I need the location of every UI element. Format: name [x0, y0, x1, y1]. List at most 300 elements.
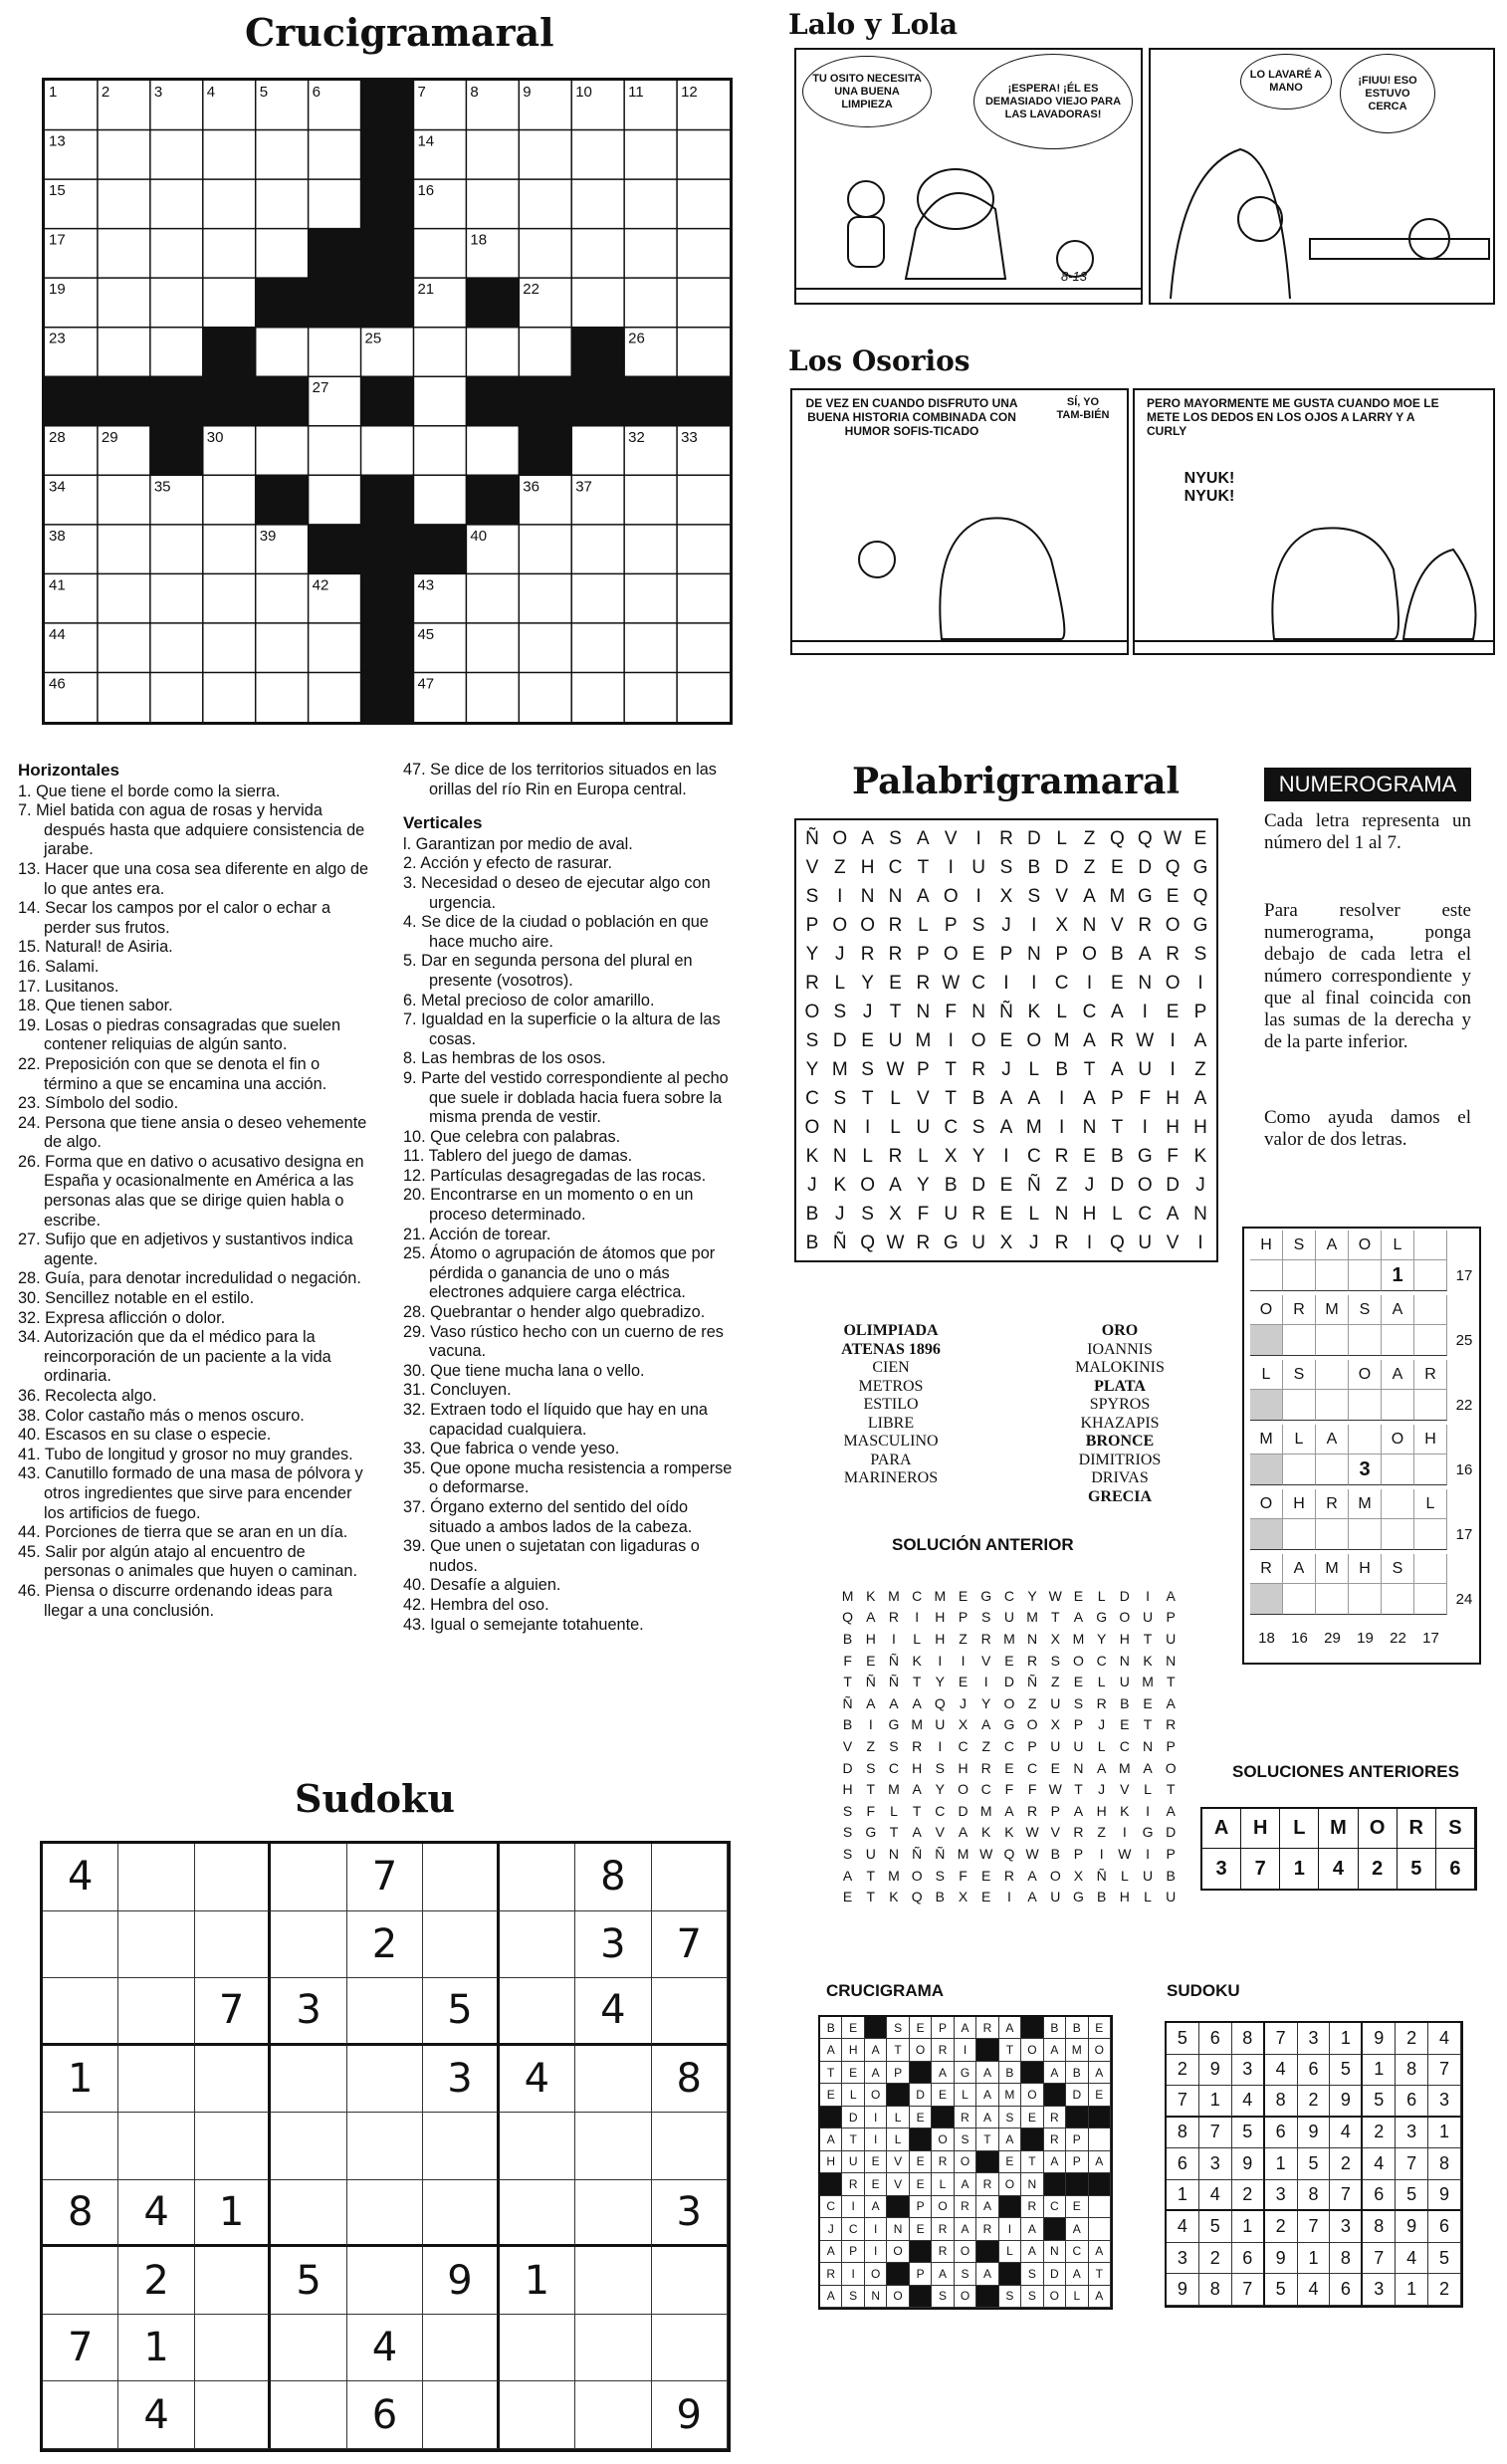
sudoku-cell[interactable]: [347, 2180, 423, 2248]
prev-crossword-black-cell: [1021, 2128, 1043, 2150]
prev-crossword-black-cell: [1089, 2173, 1111, 2195]
wordsearch-letter: Y: [971, 1145, 985, 1167]
sudoku-cell[interactable]: [575, 2046, 651, 2114]
crossword-black-cell: [361, 278, 414, 328]
sudoku-cell[interactable]: [652, 2315, 728, 2382]
wordsearch-letter: N: [888, 885, 903, 907]
wordsearch-letter: T: [889, 1001, 902, 1022]
prev-wordsearch-letter: A: [912, 1694, 922, 1711]
sudoku-cell[interactable]: [347, 2247, 423, 2315]
wordsearch-letter: P: [805, 914, 819, 936]
prev-crossword-letter: R: [932, 2151, 954, 2173]
prev-crossword-letter: D: [1066, 2084, 1088, 2106]
sudoku-cell[interactable]: [195, 2113, 271, 2180]
prev-crossword-letter: A: [1044, 2151, 1066, 2173]
prev-crossword-letter: T: [1089, 2263, 1111, 2285]
numerograma-answer-cell[interactable]: [1382, 1390, 1414, 1421]
sudoku-cell[interactable]: [423, 2315, 499, 2382]
prev-wordsearch-letter: K: [1143, 1652, 1153, 1669]
prev-wordsearch-letter: M: [1003, 1630, 1015, 1647]
prev-crossword-letter: S: [955, 2263, 976, 2285]
wordsearch-letter: P: [917, 1058, 930, 1080]
sudoku-cell[interactable]: [271, 2381, 346, 2449]
numerograma-letter: O: [1349, 1231, 1382, 1260]
numerograma-letter: L: [1414, 1489, 1447, 1519]
numerograma-answer-cell[interactable]: [1316, 1455, 1349, 1485]
sudoku-cell: 5: [271, 2247, 346, 2315]
numerograma-answer-cell[interactable]: [1414, 1260, 1447, 1291]
prev-sudoku-cell: 3: [1330, 2211, 1363, 2243]
clue-item: 43. Canutillo formado de una masa de pólvora y otros ingredientes que sirve para encender los artificios de fuego.: [18, 1464, 363, 1522]
prev-sudoku-cell: 7: [1232, 2274, 1265, 2306]
prev-crossword-letter: E: [910, 2017, 932, 2039]
numerograma-answer-cell[interactable]: [1283, 1584, 1316, 1615]
sudoku-cell[interactable]: [43, 1978, 118, 2046]
crossword-cell-number: 44: [49, 625, 66, 643]
numerograma-answer-cell[interactable]: [1283, 1260, 1316, 1291]
sudoku-cell[interactable]: [271, 2113, 346, 2180]
wordsearch-row: [798, 1200, 1214, 1229]
wordsearch-letter: A: [1166, 1203, 1180, 1225]
prev-wordsearch-letter: Y: [935, 1781, 946, 1798]
lalo-bubble-3: LO LAVARÉ A MANO: [1240, 54, 1332, 110]
sudoku-cell[interactable]: [575, 2315, 651, 2382]
numerograma-answer-cell[interactable]: [1414, 1584, 1447, 1615]
wordsearch-letter: I: [1059, 1087, 1065, 1109]
wordsearch-letter: H: [1082, 1203, 1097, 1225]
sudoku-cell[interactable]: [43, 2247, 118, 2315]
prev-wordsearch-letter: A: [1073, 1802, 1084, 1819]
sudoku-cell[interactable]: [118, 1911, 194, 1979]
numerograma-answer-cell[interactable]: [1316, 1325, 1349, 1356]
wordsearch-letter: V: [944, 827, 958, 849]
prev-wordsearch-letter: I: [938, 1652, 943, 1669]
sudoku-cell[interactable]: [500, 2315, 575, 2382]
sudoku-cell[interactable]: [500, 2180, 575, 2248]
prev-crossword-letter: E: [910, 2107, 932, 2128]
prev-wordsearch-letter: C: [1027, 1759, 1038, 1776]
wordsearch-row: [798, 1055, 1214, 1084]
prev-wordsearch-letter: Q: [1003, 1845, 1015, 1862]
numerograma-answer-cell[interactable]: [1349, 1519, 1382, 1550]
prev-wordsearch-letter: R: [980, 1759, 991, 1776]
sudoku-cell[interactable]: [118, 1844, 194, 1911]
prev-wordsearch-letter: T: [889, 1824, 899, 1841]
wordsearch-letter: O: [943, 885, 959, 907]
numerograma-letter: [1414, 1231, 1447, 1260]
sudoku-cell[interactable]: [575, 2113, 651, 2180]
sudoku-cell[interactable]: [575, 2247, 651, 2315]
prev-wordsearch-letter: X: [1050, 1630, 1060, 1647]
prev-sudoku-cell: 4: [1232, 2086, 1265, 2118]
prev-crossword-letter: A: [1089, 2151, 1111, 2173]
prev-wordsearch-letter: C: [1119, 1737, 1130, 1754]
prev-sudoku-cell: 9: [1363, 2023, 1396, 2055]
numerograma-right-sum: 17: [1455, 1267, 1473, 1284]
prev-crossword-letter: A: [1066, 2218, 1088, 2240]
numerograma-right-sum: 25: [1455, 1332, 1473, 1349]
wordsearch-letter: U: [1138, 1058, 1153, 1080]
numerograma-answer-cell[interactable]: [1349, 1260, 1382, 1291]
prev-crossword-letter: S: [887, 2017, 909, 2039]
sudoku-cell[interactable]: [652, 1978, 728, 2046]
numerograma-answer-cell[interactable]: [1250, 1325, 1283, 1356]
wordsearch-letter: P: [917, 943, 930, 965]
wordsearch-letter: H: [1193, 1116, 1207, 1138]
word-list-item: SPYROS: [1089, 1396, 1151, 1413]
clue-item: 15. Natural! de Asiria.: [18, 938, 173, 957]
prev-wordsearch-letter: S: [1050, 1652, 1060, 1669]
prev-crossword-letter: A: [820, 2039, 842, 2061]
prev-crossword-letter: B: [820, 2017, 842, 2039]
prev-solution-letter: L: [1280, 1809, 1319, 1849]
wordsearch-row: [798, 940, 1214, 969]
prev-crossword-letter: L: [1066, 2286, 1088, 2308]
prev-wordsearch-letter: N: [1073, 1759, 1084, 1776]
wordsearch-letter: W: [886, 1232, 905, 1253]
prev-wordsearch-letter: V: [842, 1737, 853, 1754]
crossword-cell-number: 46: [49, 675, 66, 693]
sudoku-cell[interactable]: [423, 2381, 499, 2449]
prev-wordsearch-letter: L: [913, 1630, 922, 1647]
prev-sudoku-cell: 1: [1396, 2274, 1428, 2306]
numerograma-letter: O: [1382, 1425, 1414, 1455]
wordsearch-letter: I: [1086, 1232, 1093, 1253]
sudoku-cell[interactable]: [195, 2247, 271, 2315]
numerograma-answer-cell[interactable]: [1250, 1519, 1283, 1550]
numerograma-answer-cell[interactable]: [1283, 1390, 1316, 1421]
prev-wordsearch-letter: I: [1099, 1845, 1104, 1862]
sudoku-cell[interactable]: [195, 2315, 271, 2382]
sudoku-cell[interactable]: [271, 1911, 346, 1979]
prev-wordsearch-letter: S: [842, 1824, 853, 1841]
numerograma-letter: O: [1250, 1489, 1283, 1519]
numerograma-answer-cell[interactable]: [1250, 1455, 1283, 1485]
prev-wordsearch-letter: T: [912, 1674, 922, 1690]
wordsearch-grid: [794, 818, 1218, 1262]
crossword-black-cell: [203, 376, 256, 426]
prev-wordsearch-letter: O: [958, 1781, 969, 1798]
wordsearch-letter: I: [837, 885, 843, 907]
prev-crossword-letter: A: [955, 2017, 976, 2039]
prev-wordsearch-letter: E: [958, 1674, 969, 1690]
prev-wordsearch-letter: W: [1118, 1845, 1132, 1862]
osorios-bubble-3: PERO MAYORMENTE ME GUSTA CUANDO MOE LE METE LOS DEDOS EN LOS OJOS A LARRY Y A CURLY: [1147, 396, 1439, 438]
prev-crossword-letter: T: [999, 2039, 1021, 2061]
wordsearch-letter: S: [889, 827, 902, 849]
sudoku-cell[interactable]: [575, 2180, 651, 2248]
sudoku-cell[interactable]: [195, 2381, 271, 2449]
wordsearch-letter: D: [1026, 827, 1041, 849]
prev-crossword-letter: A: [955, 2218, 976, 2240]
wordsearch-letter: Q: [860, 1232, 876, 1253]
clue-item: 16. Salami.: [18, 957, 100, 976]
sudoku-cell[interactable]: [118, 2113, 194, 2180]
prev-sudoku-cell: 9: [1232, 2148, 1265, 2180]
sudoku-cell[interactable]: [43, 1911, 118, 1979]
wordsearch-letter: Y: [805, 943, 819, 965]
sudoku-cell[interactable]: [347, 2113, 423, 2180]
sudoku-cell[interactable]: [652, 2247, 728, 2315]
sudoku-cell[interactable]: [271, 2315, 346, 2382]
sudoku-cell[interactable]: [195, 1911, 271, 1979]
crossword-cell-number: 38: [49, 527, 66, 545]
prev-wordsearch-letter: M: [1072, 1630, 1085, 1647]
prev-wordsearch-letter: F: [1027, 1781, 1037, 1798]
sudoku-cell[interactable]: [118, 2046, 194, 2114]
word-list-item: BRONCE: [1085, 1433, 1155, 1450]
prev-wordsearch-letter: O: [1119, 1609, 1131, 1626]
prev-sudoku-cell: 8: [1330, 2243, 1363, 2275]
prev-crossword-letter: P: [1066, 2151, 1088, 2173]
prev-crossword-black-cell: [1066, 2107, 1088, 2128]
clue-item: 31. Concluyen.: [403, 1381, 512, 1400]
crossword-cell-number: 16: [417, 182, 435, 200]
sudoku-cell[interactable]: [43, 2113, 118, 2180]
numerograma-answer-cell[interactable]: [1414, 1519, 1447, 1550]
prev-crossword-letter: E: [842, 2017, 864, 2039]
crossword-cell-number: 23: [49, 330, 66, 347]
numerograma-answer-cell[interactable]: [1382, 1455, 1414, 1485]
clue-item: 18. Que tienen sabor.: [18, 997, 173, 1015]
prev-wordsearch-letter: R: [1027, 1652, 1038, 1669]
wordsearch-letter: J: [1029, 1232, 1039, 1253]
prev-wordsearch-letter: S: [935, 1867, 946, 1884]
prev-wordsearch-letter: I: [1006, 1889, 1011, 1905]
numerograma-answer-cell[interactable]: [1316, 1390, 1349, 1421]
wordsearch-letter: S: [1027, 885, 1041, 907]
prev-crossword-letter: A: [976, 2062, 998, 2084]
prev-wordsearch-letter: H: [1119, 1630, 1130, 1647]
prev-sudoku-cell: 8: [1265, 2086, 1298, 2118]
prev-sudoku-cell: 5: [1298, 2148, 1331, 2180]
prev-wordsearch-letter: A: [958, 1824, 969, 1841]
prev-sudoku-cell: 8: [1232, 2023, 1265, 2055]
word-list-item: PARA: [870, 1451, 912, 1468]
sudoku-cell[interactable]: [500, 2381, 575, 2449]
sudoku-cell[interactable]: [423, 2113, 499, 2180]
prev-crossword-letter: S: [842, 2286, 864, 2308]
prev-crossword-letter: I: [865, 2241, 887, 2263]
sudoku-cell: 1: [118, 2315, 194, 2382]
wordsearch-letter: T: [861, 1087, 874, 1109]
prev-wordsearch-letter: I: [938, 1737, 943, 1754]
prev-wordsearch-letter: R: [980, 1630, 991, 1647]
prev-wordsearch-letter: A: [866, 1694, 876, 1711]
numerograma-answer-cell[interactable]: [1283, 1519, 1316, 1550]
prev-crossword-letter: A: [1089, 2286, 1111, 2308]
numerograma-answer-cell[interactable]: [1382, 1325, 1414, 1356]
clue-item: 30. Que tiene mucha lana o vello.: [403, 1361, 645, 1380]
sudoku-cell[interactable]: [195, 2046, 271, 2114]
prev-crossword-letter: O: [910, 2039, 932, 2061]
numerograma-letter: L: [1382, 1231, 1414, 1260]
wordsearch-letter: Q: [1109, 827, 1125, 849]
clue-item: 44. Porciones de tierra que se aran en un día.: [18, 1523, 348, 1542]
wordsearch-letter: A: [1193, 1087, 1207, 1109]
sudoku-cell[interactable]: [652, 2113, 728, 2180]
sudoku-cell[interactable]: [423, 1844, 499, 1911]
prev-wordsearch-letter: R: [912, 1737, 923, 1754]
prev-crossword-black-cell: [932, 2107, 954, 2128]
sudoku-cell: 4: [43, 1844, 118, 1911]
prev-crossword-letter: I: [865, 2107, 887, 2128]
numerograma-answer-cell[interactable]: [1414, 1455, 1447, 1485]
numerograma-answer-cell[interactable]: 3: [1349, 1455, 1382, 1485]
prev-crossword-letter: A: [820, 2128, 842, 2150]
wordsearch-letter: K: [1027, 1001, 1041, 1022]
prev-wordsearch-row: [836, 1757, 1184, 1779]
wordsearch-letter: C: [944, 1116, 959, 1138]
crossword-cell-number: 47: [417, 675, 435, 693]
wordsearch-letter: L: [1028, 1058, 1040, 1080]
wordsearch-letter: J: [1001, 914, 1011, 936]
prev-crossword-letter: E: [820, 2084, 842, 2106]
wordsearch-letter: P: [1055, 943, 1068, 965]
prev-wordsearch-letter: C: [1096, 1652, 1107, 1669]
wordsearch-letter: I: [865, 1116, 871, 1138]
prev-wordsearch-letter: U: [1119, 1674, 1130, 1690]
sudoku-cell[interactable]: [43, 2381, 118, 2449]
sudoku-cell[interactable]: [500, 1844, 575, 1911]
wordsearch-letter: M: [1025, 1116, 1042, 1138]
numerograma-answer-cell[interactable]: [1283, 1325, 1316, 1356]
wordsearch-letter: O: [1165, 972, 1181, 994]
osorios-drawing-2: [1135, 390, 1493, 653]
wordsearch-letter: V: [1111, 914, 1124, 936]
sudoku-title: Sudoku: [295, 1776, 455, 1821]
sudoku-cell: 8: [652, 2046, 728, 2114]
sudoku-cell[interactable]: [195, 1844, 271, 1911]
wordsearch-letter: R: [888, 914, 903, 936]
clue-item: 35. Que opone mucha resistencia a romperse o deformarse.: [403, 1458, 733, 1497]
numerograma-letter: H: [1283, 1489, 1316, 1519]
prev-wordsearch-letter: T: [843, 1674, 852, 1690]
wordsearch-letter: I: [948, 856, 954, 878]
prev-crossword-letter: B: [999, 2062, 1021, 2084]
wordsearch-letter: I: [1142, 1116, 1148, 1138]
wordsearch-letter: I: [1003, 972, 1009, 994]
sudoku-cell[interactable]: [118, 1978, 194, 2046]
crossword-black-cell: [98, 376, 150, 426]
prev-sudoku-cell: 9: [1298, 2118, 1331, 2149]
prev-wordsearch-letter: U: [1166, 1630, 1177, 1647]
sudoku-cell[interactable]: [652, 1844, 728, 1911]
numerograma-letter: M: [1316, 1295, 1349, 1325]
prev-sudoku-cell: 5: [1396, 2180, 1428, 2212]
prev-crossword-letter: R: [932, 2218, 954, 2240]
wordsearch-letter: E: [999, 1203, 1013, 1225]
prev-sudoku-cell: 1: [1167, 2180, 1199, 2212]
prev-solution-letter: M: [1319, 1809, 1358, 1849]
prev-sudoku-cell: 4: [1428, 2023, 1461, 2055]
numerograma-answer-cell[interactable]: [1414, 1390, 1447, 1421]
sudoku-cell: 4: [118, 2180, 194, 2248]
clue-item: 27. Sufijo que en adjetivos y sustantivos indica agente.: [18, 1231, 353, 1268]
prev-wordsearch-letter: U: [1142, 1609, 1154, 1626]
numerograma-answer-cell[interactable]: [1349, 1390, 1382, 1421]
prev-crossword-letter: R: [842, 2173, 864, 2195]
sudoku-cell[interactable]: [500, 2113, 575, 2180]
crossword-cell-number: 14: [417, 132, 435, 150]
numerograma-answer-cell[interactable]: [1316, 1584, 1349, 1615]
prev-wordsearch-grid: [834, 1583, 1186, 1911]
numerograma-answer-cell[interactable]: [1316, 1260, 1349, 1291]
prev-wordsearch-letter: B: [1096, 1889, 1107, 1905]
numerograma-answer-cell[interactable]: [1250, 1260, 1283, 1291]
sudoku-cell[interactable]: [271, 1844, 346, 1911]
prev-sudoku-cell: 1: [1330, 2023, 1363, 2055]
sudoku-cell[interactable]: [347, 2046, 423, 2114]
prev-wordsearch-letter: H: [912, 1759, 923, 1776]
sudoku-cell[interactable]: [423, 2180, 499, 2248]
numerograma-answer-cell[interactable]: [1349, 1584, 1382, 1615]
prev-wordsearch-letter: U: [1050, 1737, 1061, 1754]
numerograma-answer-cell[interactable]: [1283, 1455, 1316, 1485]
wordsearch-list-2: [1045, 1322, 1194, 1506]
prev-wordsearch-letter: E: [1120, 1716, 1130, 1733]
prev-sudoku-cell: 9: [1265, 2243, 1298, 2275]
numerograma-letter: S: [1349, 1295, 1382, 1325]
wordsearch-letter: G: [1137, 885, 1153, 907]
wordsearch-letter: Z: [1083, 856, 1096, 878]
clue-item: 32. Extraen todo el líquido que hay en una capacidad cualquiera.: [403, 1401, 708, 1439]
sudoku-cell: 4: [500, 2046, 575, 2114]
sudoku-cell[interactable]: [271, 2180, 346, 2248]
prev-wordsearch-letter: E: [866, 1652, 876, 1669]
wordsearch-letter: K: [1193, 1145, 1207, 1167]
wordsearch-letter: B: [1027, 856, 1041, 878]
numerograma-answer-cell[interactable]: [1414, 1325, 1447, 1356]
numerograma-answer-cell[interactable]: [1382, 1584, 1414, 1615]
sudoku-cell[interactable]: [500, 1911, 575, 1979]
wordsearch-letter: W: [1164, 827, 1183, 849]
prev-sudoku-cell: 3: [1298, 2023, 1331, 2055]
numerograma-answer-cell[interactable]: [1382, 1519, 1414, 1550]
wordsearch-letter: S: [971, 914, 985, 936]
prev-wordsearch-letter: A: [889, 1694, 899, 1711]
crossword-cell-number: 34: [49, 478, 66, 496]
prev-sudoku-cell: 1: [1199, 2086, 1232, 2118]
clue-item: 20. Encontrarse en un momento o en un proceso determinado.: [403, 1186, 694, 1225]
wordsearch-letter: L: [918, 914, 929, 936]
wordsearch-letter: E: [999, 1029, 1013, 1051]
sudoku-cell[interactable]: [271, 2046, 346, 2114]
wordsearch-letter: I: [1142, 1001, 1148, 1022]
word-list-item: IOANNIS: [1087, 1340, 1153, 1358]
sudoku-cell[interactable]: [575, 2381, 651, 2449]
numerograma-answer-cell[interactable]: [1316, 1519, 1349, 1550]
sudoku-cell[interactable]: [500, 1978, 575, 2046]
prev-crossword-letter: E: [1066, 2196, 1088, 2218]
numerograma-answer-cell[interactable]: [1349, 1325, 1382, 1356]
crossword-black-cell: [45, 376, 98, 426]
prev-wordsearch-letter: L: [890, 1802, 898, 1819]
wordsearch-letter: D: [1138, 856, 1153, 878]
wordsearch-letter: O: [970, 1029, 986, 1051]
wordsearch-letter: Q: [1192, 885, 1208, 907]
prev-wordsearch-letter: I: [1146, 1845, 1150, 1862]
wordsearch-letter: E: [1111, 972, 1124, 994]
numerograma-answer-cell[interactable]: 1: [1382, 1260, 1414, 1291]
lalo-bubble-4: ¡FIUU! ESO ESTUVO CERCA: [1340, 54, 1435, 133]
prev-wordsearch-letter: M: [1026, 1609, 1038, 1626]
sudoku-cell[interactable]: [347, 1978, 423, 2046]
prev-sudoku-cell: 7: [1199, 2118, 1232, 2149]
numerograma-answer-cell[interactable]: [1250, 1584, 1283, 1615]
numerograma-answer-cell[interactable]: [1250, 1390, 1283, 1421]
sudoku-cell[interactable]: [423, 1911, 499, 1979]
